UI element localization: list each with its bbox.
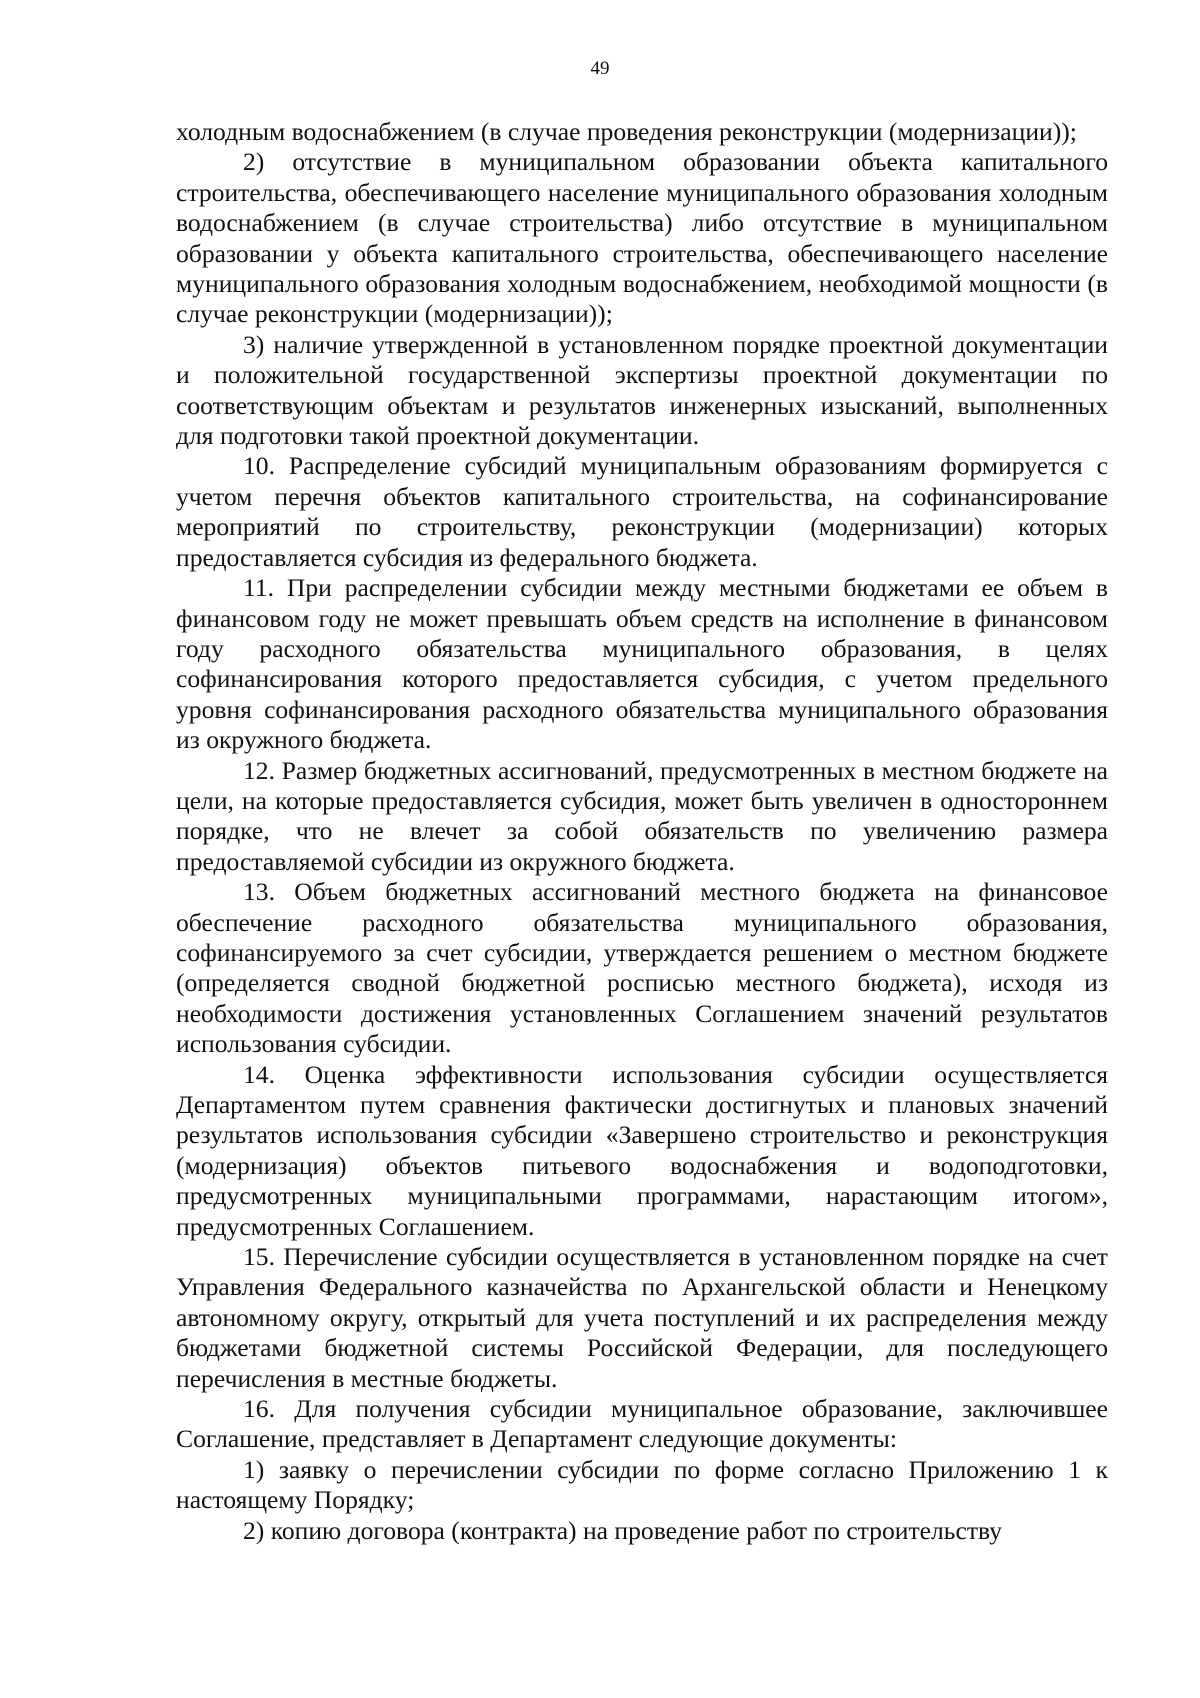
paragraph-9: 16. Для получения субсидии муниципальное образование, заключившее Соглашение, представляет в Департамент следующие документы: — [176, 1394, 1108, 1454]
document-body — [176, 117, 1108, 1546]
paragraph-8: 15. Перечисление субсидии осуществляется в установленном порядке на счет Управления Федерального казначейства по Архангельской области и Ненецкому автономному округу, открытый для учета поступлений и их распределения между бюджетами бюджетной системы Российской Федерации, для последующего перечисления в местные бюджеты. — [176, 1242, 1108, 1393]
paragraph-2: 3) наличие утвержденной в установленном порядке проектной документации и положительной государственной экспертизы проектной документации по соответствующим объектам и результатов инженерных изысканий, выполненных для подготовки такой проектной документации. — [176, 329, 1108, 451]
paragraph-5: 12. Размер бюджетных ассигнований, предусмотренных в местном бюджете на цели, на которые предоставляется субсидия, может быть увеличен в одностороннем порядке, что не влечет за собой обязательств по увеличению размера предоставляемой субсидии из окружного бюджета. — [176, 755, 1108, 876]
paragraph-3: 10. Распределение субсидий муниципальным образованиям формируется с учетом перечня объектов капитального строительства, на софинансирование мероприятий по строительству, реконструкции (модернизации) которых предоставляется субсидия из федерального бюджета. — [176, 451, 1108, 572]
paragraph-1: 2) отсутствие в муниципальном образовании объекта капитального строительства, обеспечивающего население муниципального образования холодным водоснабжением (в случае строительства) либо отсутствие в муниципальном образовании у объекта капитального строительства, обеспечивающего население муниципального образования холодным водоснабжением, необходимой мощности (в случае реконструкции (модернизации)); — [176, 147, 1108, 329]
paragraph-0: холодным водоснабжением (в случае проведения реконструкции (модернизации)); — [176, 117, 1077, 146]
paragraph-7: 14. Оценка эффективности использования субсидии осуществляется Департаментом путем сравнения фактически достигнутых и плановых значений результатов использования субсидии «Завершено строительство и реконструкция (модернизация) объектов питьевого водоснабжения и водоподготовки, предусмотренных муниципальными программами, нарастающим итогом», предусмотренных Соглашением. — [176, 1059, 1108, 1241]
paragraph-6: 13. Объем бюджетных ассигнований местного бюджета на финансовое обеспечение расходного обязательства муниципального образования, софинансируемого за счет субсидии, утверждается решением о местном бюджете (определяется сводной бюджетной росписью местного бюджета), исходя из необходимости достижения установленных Соглашением значений результатов использования субсидии. — [176, 877, 1108, 1059]
page-number: 49 — [590, 58, 610, 79]
paragraph-11: 2) копию договора (контракта) на проведение работ по строительству — [243, 1515, 1003, 1545]
paragraph-4: 11. При распределении субсидии между местными бюджетами ее объем в финансовом году не может превышать объем средств на исполнение в финансовом году расходного обязательства муниципального образования, в целях софинансирования которого предоставляется субсидия, с учетом предельного уровня софинансирования расходного обязательства муниципального образования из окружного бюджета. — [176, 573, 1108, 755]
paragraph-10: 1) заявку о перечислении субсидии по форме согласно Приложению 1 к настоящему Порядку; — [176, 1454, 1108, 1515]
